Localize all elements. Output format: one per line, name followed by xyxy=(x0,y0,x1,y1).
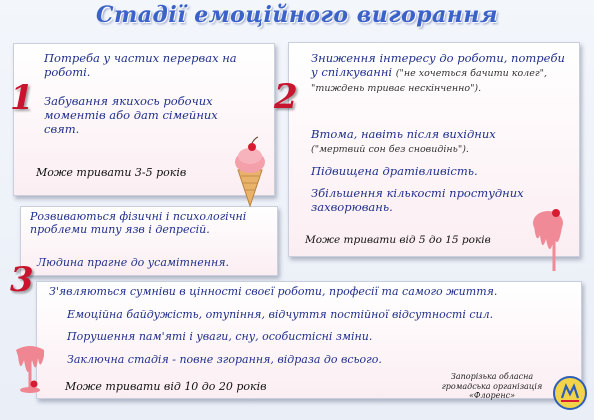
organization-logo xyxy=(553,376,587,410)
stage2-item-2 xyxy=(311,127,573,156)
stage2-item-3: Підвищена дратівливість. xyxy=(311,164,478,178)
stage1-duration: Може тривати 3-5 років xyxy=(36,166,187,179)
stage2-item-1-note: ("не хочеться бачити колег", "тиждень триває нескінченно"). xyxy=(311,68,548,94)
stage2-item-2-note: ("мертвий сон без сновидінь"). xyxy=(311,144,469,156)
stage1-item-2: Забування якихось робочих моментів або дат сімейних свят. xyxy=(44,94,218,137)
stage3-duration: Може тривати від 10 до 20 років xyxy=(65,380,267,393)
stage1-item-1: Потреба у частих перервах на роботі. xyxy=(44,51,237,80)
organization-line-1: Запорізька обласна xyxy=(450,372,534,381)
organization-line-3: «Флоренс» xyxy=(469,391,515,401)
organization-line-2: громадська організація xyxy=(441,381,543,391)
melted-ice-cream-icon xyxy=(10,344,52,394)
ice-cream-icon xyxy=(228,136,272,208)
stage2-item-4: Збільшення кількості простудних захворювань. xyxy=(311,186,524,215)
organization-name xyxy=(433,372,551,401)
stage2-item-1 xyxy=(311,51,573,94)
stage3-item-4: Заключна стадія - повне згорання, відраза до всього. xyxy=(67,353,382,366)
stage3-intro-item-1: Розвиваються фізичні і психологічні проблеми типу язв і депресій. xyxy=(30,210,247,237)
stage2-item-1-main: Зниження інтересу до роботи, потреби у спілкуванні xyxy=(311,51,565,80)
page-title: Стадії емоційного вигорання xyxy=(96,2,498,28)
melting-ice-cream-icon xyxy=(528,205,568,275)
stage3-intro-card xyxy=(20,206,278,276)
stage3-item-3: Порушення пам'яті і уваги, сну, особистісні зміни. xyxy=(67,330,373,343)
stage3-number: 3 xyxy=(10,260,34,300)
stage2-number: 2 xyxy=(274,77,298,117)
stage2-duration: Може тривати від 5 до 15 років xyxy=(305,234,491,246)
stage3-item-2: Емоційна байдужість, отупіння, відчуття постійної відсутності сил. xyxy=(67,308,494,321)
stage3-item-1: З'являються сумніви в цінності своєї роботи, професії та самого життя. xyxy=(49,285,498,298)
stage3-intro-item-2: Людина прагне до усамітнення. xyxy=(37,256,230,269)
stage2-item-2-main: Втома, навіть після вихідних xyxy=(311,127,496,141)
stage1-number: 1 xyxy=(10,78,34,118)
